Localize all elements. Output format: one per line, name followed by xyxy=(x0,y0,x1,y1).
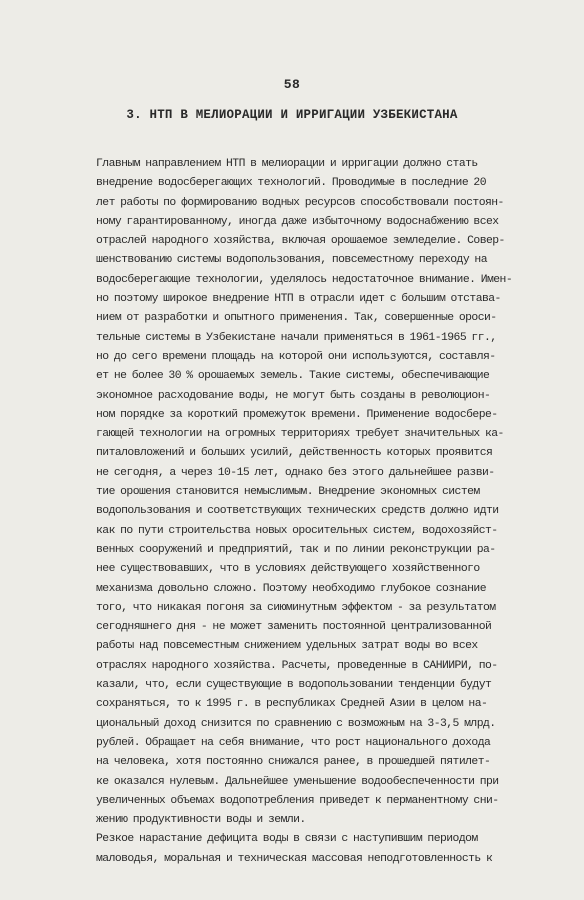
text-line: тие орошения становится немыслимым. Внедрение экономных систем xyxy=(96,486,480,499)
text-line: экономное расходование воды, не могут быть созданы в революцион- xyxy=(96,389,491,402)
text-line: работы над повсеместным снижением удельных затрат воды во всех xyxy=(96,640,478,653)
text-line: сегодняшнего дня - не может заменить постоянной централизованной xyxy=(96,621,492,634)
text-line: лет работы по формированию водных ресурсов способствовали постоян- xyxy=(96,196,504,209)
text-line: питаловложений и больших усилий, действенность которых проявится xyxy=(96,447,493,460)
text-line: не сегодня, а через 10-15 лет, однако без этого дальнейшее разви- xyxy=(96,466,495,479)
section-title: 3. НТП В МЕЛИОРАЦИИ И ИРРИГАЦИИ УЗБЕКИСТАНА xyxy=(126,108,458,122)
text-line: казали, что, если существующие в водопользовании тенденции будут xyxy=(96,679,492,692)
text-line: Главным направлением НТП в мелиорации и ирригации должно стать xyxy=(96,158,478,170)
text-line: циональный доход снизится по сравнению с возможным на 3-3,5 млрд. xyxy=(96,717,496,730)
text-line: того, что никакая погоня за сиюминутным эффектом - за результатом xyxy=(96,601,496,614)
text-line: шенствованию системы водопользования, повсеместному переходу на xyxy=(96,254,487,267)
text-line: сохраняться, то к 1995 г. в республиках Средней Азии в целом на- xyxy=(96,698,488,711)
text-line: внедрение водосберегающих технологий. Проводимые в последние 20 xyxy=(96,177,486,190)
text-line: водопользования и соответствующих технических средств должно идти xyxy=(96,505,499,518)
text-line: увеличенных объемах водопотребления приведет к перманентному сни- xyxy=(96,794,499,807)
text-line: ному гарантированному, иногда даже избыточному водоснабжению всех xyxy=(96,215,499,228)
text-line: на человека, хотя постоянно снижался ранее, в прошедшей пятилет- xyxy=(96,756,491,769)
text-line: тельные системы в Узбекистане начали применяться в 1961-1965 гг., xyxy=(96,331,497,344)
text-line: механизма довольно сложно. Поэтому необходимо глубокое сознание xyxy=(96,582,486,595)
text-line: ном порядке за короткий промежуток времени. Применение водосбере- xyxy=(96,408,498,421)
page-number: 58 xyxy=(283,77,301,92)
text-line: нием от разработки и опытного применения. Так, совершенные ороси- xyxy=(96,312,497,325)
text-line: нее существовавших, что в условиях действующего хозяйственного xyxy=(96,563,480,576)
text-line: маловодья, моральная и техническая массовая неподготовленность к xyxy=(96,852,493,865)
text-line: водосберегающие технологии, уделялось недостаточное внимание. Имен- xyxy=(96,273,513,286)
text-line: ке оказался нулевым. Дальнейшее уменьшение водообеспеченности при xyxy=(96,775,499,788)
text-line: отраслях народного хозяйства. Расчеты, проведенные в САНИИРИ, по- xyxy=(96,659,498,672)
text-line: но поэтому широкое внедрение НТП в отрасли идет с большим отставa- xyxy=(96,293,501,306)
text-line: как по пути строительства новых оросительных систем, водохозяйст- xyxy=(96,524,498,537)
text-line: ет не более 30 % орошаемых земель. Такие системы, обеспечивающие xyxy=(96,370,490,383)
text-line: жению продуктивности воды и земли. xyxy=(96,814,306,827)
text-line: гающей технологии на огромных территориях требует значительных ка- xyxy=(96,428,504,441)
text-line: но до сего времени площадь на которой они используются, составля- xyxy=(96,350,496,363)
body-text xyxy=(96,155,516,869)
text-line: Резкое нарастание дефицита воды в связи с наступившим периодом xyxy=(96,833,478,846)
text-line: венных сооружений и предприятий, так и по линии реконструкции ра- xyxy=(96,543,496,556)
text-line: рублей. Обращает на себя внимание, что рост национального дохода xyxy=(96,736,491,749)
text-line: отраслей народного хозяйства, включая орошаемое земледелие. Совер- xyxy=(96,235,505,248)
